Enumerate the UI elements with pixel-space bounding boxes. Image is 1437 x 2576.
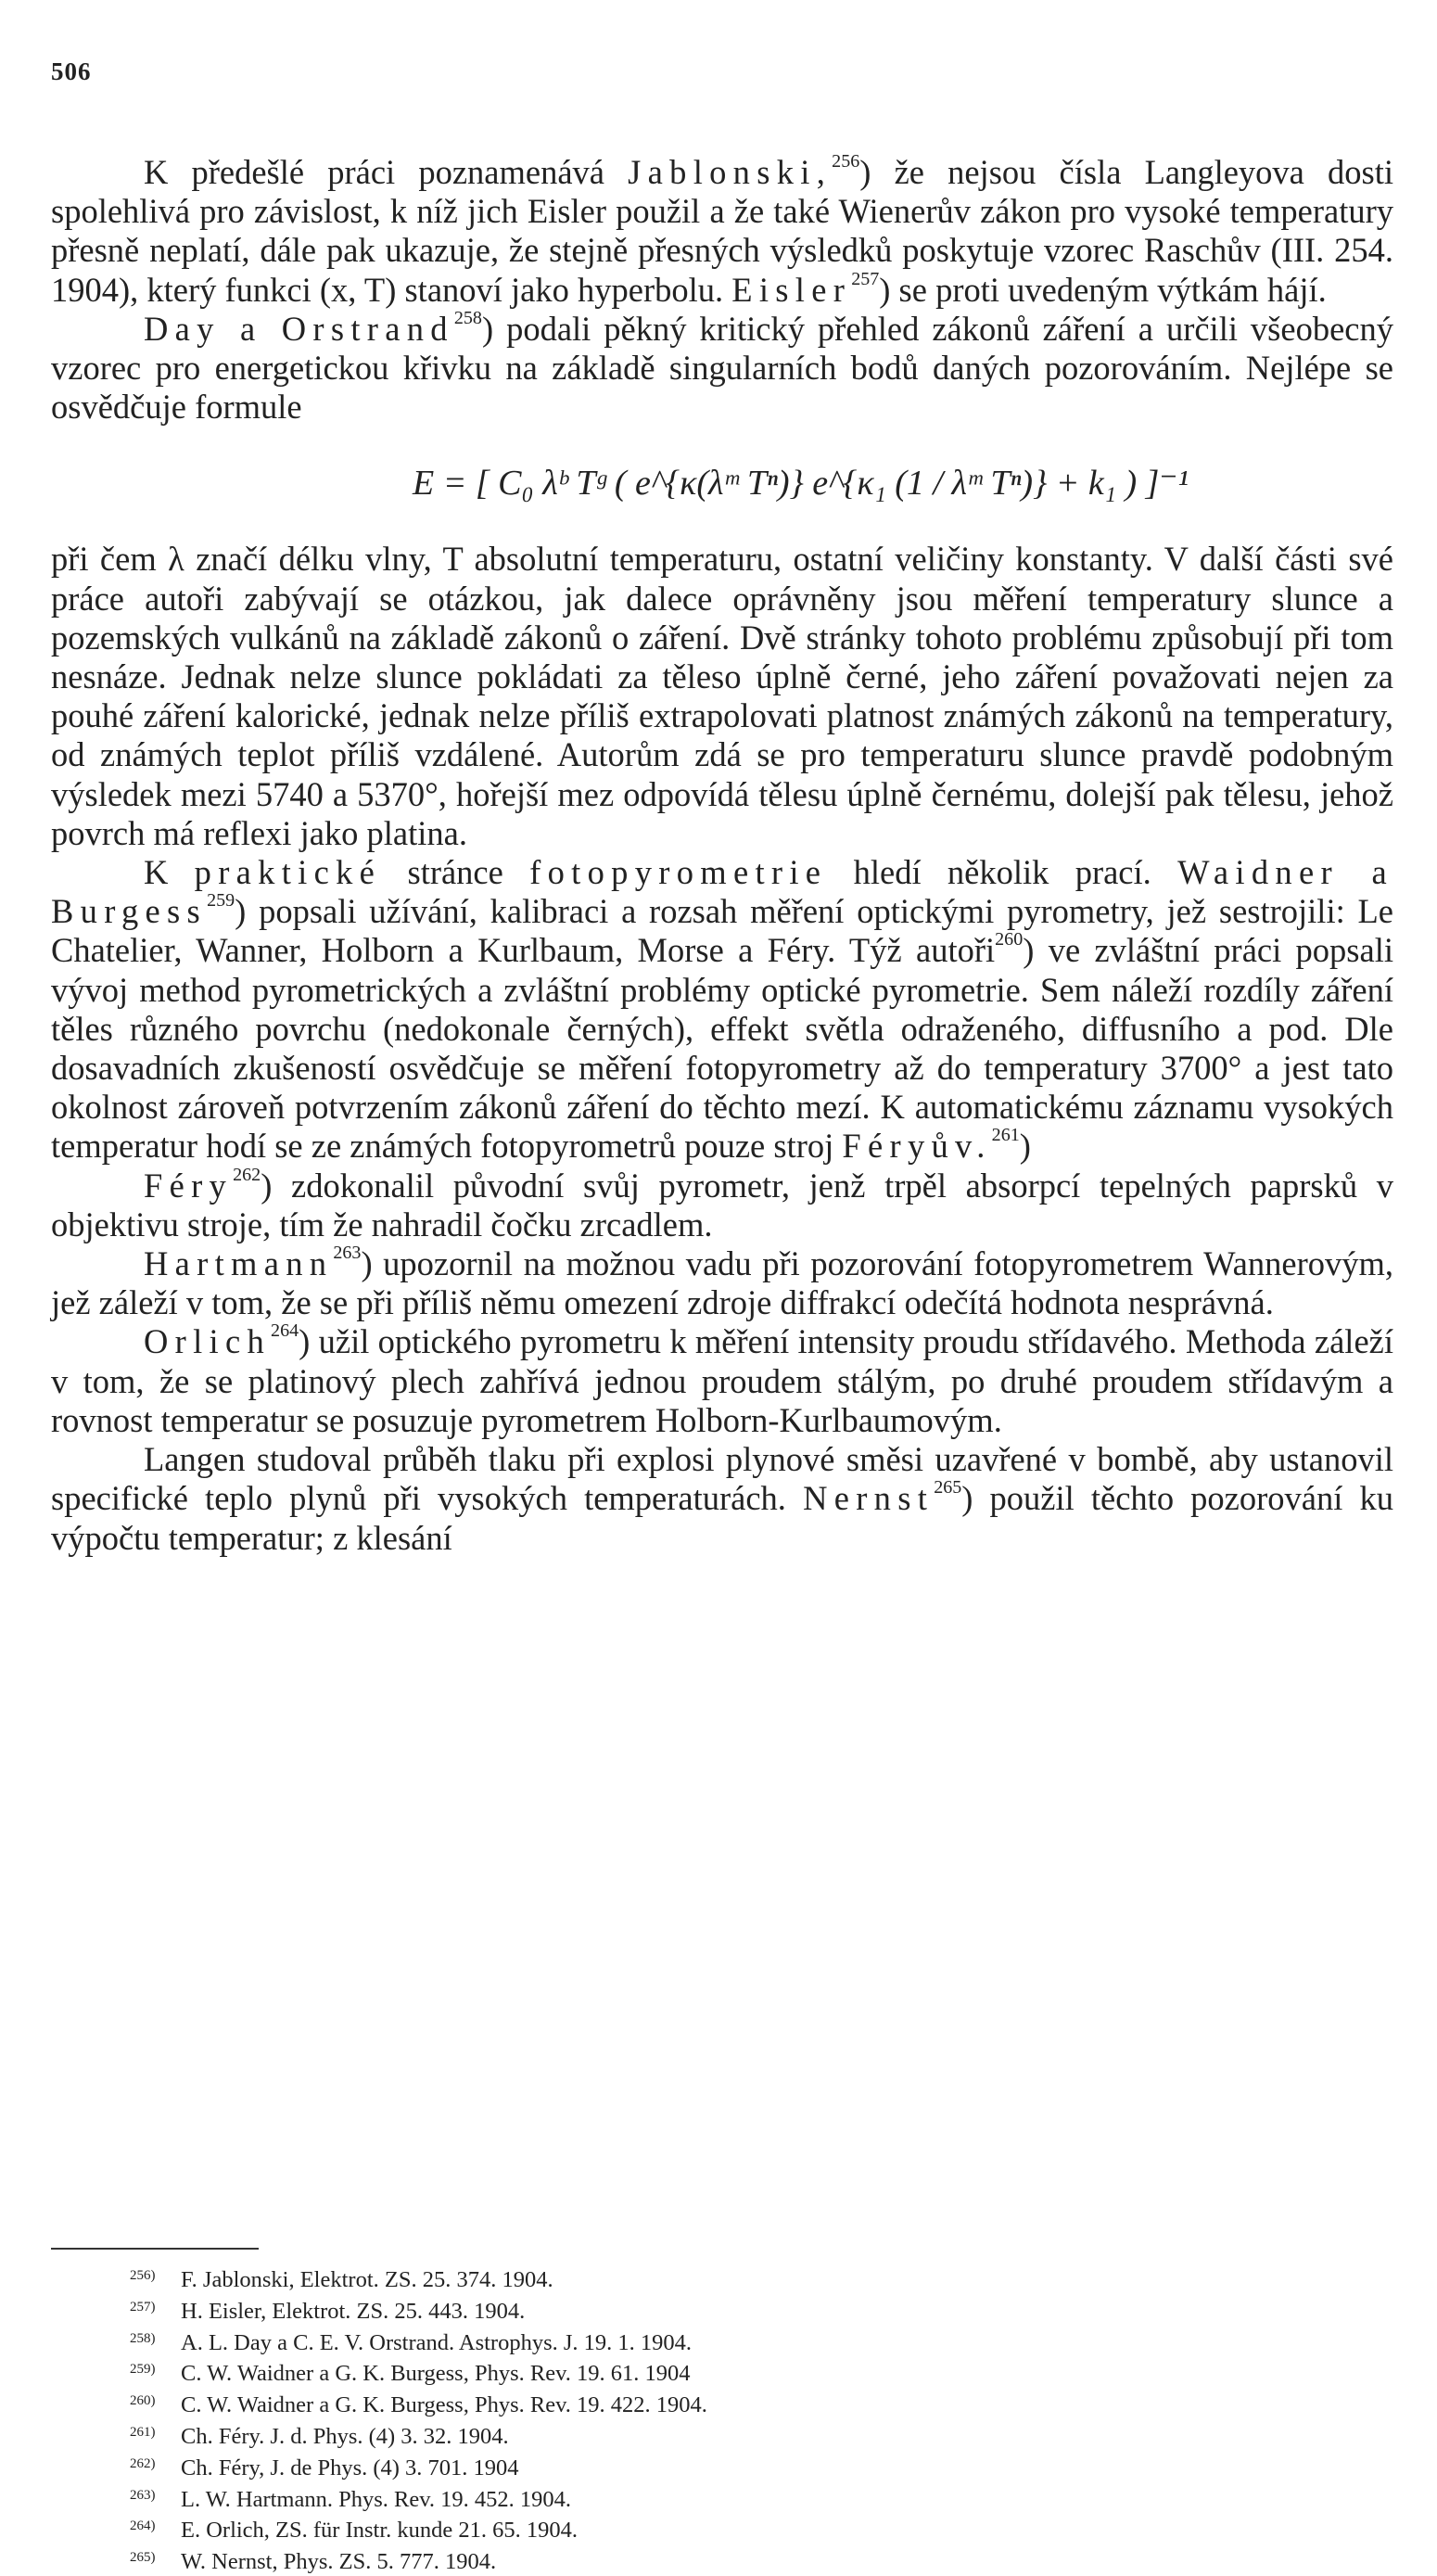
page-number: 506 [51,57,92,85]
footnote: 258) A. L. Day a C. E. V. Orstrand. Astrophys. J. 19. 1. 1904. [130,2329,693,2355]
footnote: 262) Ch. Féry, J. de Phys. (4) 3. 701. 1904 [130,2455,519,2480]
paragraph-day-orstrand: Day a Orstrand$^{258}$) podali pěkný kritický přehled zákonů záření a určili všeobecný vzorec pro energetickou křivku na základě singularních bodů daných pozorováním. Nejlépe se osvědčuje formule [51,307,1393,427]
footnote: 263) L. W. Hartmann. Phys. Rev. 19. 452. 1904. [130,2486,572,2512]
footnote-ref: 264 [271,1320,299,1342]
paragraph-sun-temperature: při čem λ značí délku vlny, T absolutní temperaturu, ostatní veličiny konstanty. V další části své práce autoři zabývají se otázkou, jak dalece oprávněny jsou měření temperatury slunce a pozemských vulkánů na základě zákonů o záření. Dvě stránky tohoto problému způsobují při tom nesnáze. Jednak nelze slunce pokládati za těleso úplně černé, jeho záření považovati nejen za pouhé záření kalorické, jednak nelze příliš extrapolovati platnost známých zákonů na temperatury, od známých teplot příliš vzdálené. Autorům zdá se pro temperaturu slunce pravdě podobným výsledek mezi 5740 a 5370°, hořejší mez odpovídá tělesu úplně černému, dolejší pak tělesu, jehož povrch má reflexi jako platina. [51,540,1393,852]
author-name: Féry [144,1166,234,1205]
footnote-ref: 263 [333,1243,362,1264]
paragraph-orlich: Orlich$^{264}$) užil optického pyrometru k měření intensity proudu střídavého. Methoda záleží v tom, že se platinový plech zahřívá jednou proudem stálým, po druhé proudem střídavým a rovnost temperatur se posuzuje pyrometrem Holborn-Kurlbaumovým. [51,1320,1393,1439]
footnote-ref: 256 [832,150,860,172]
footnote-ref: 259 [207,890,235,912]
footnote: 264) E. Orlich, ZS. für Instr. kunde 21. 65. 1904. [130,2518,579,2544]
footnote: 259) C. W. Waidner a G. K. Burgess, Phys. Rev. 19. 61. 1904 [130,2361,691,2387]
footnote: 265) W. Nernst, Phys. ZS. 5. 777. 1904. [130,2549,497,2575]
author-name: Waidner a Burgess [51,853,1394,931]
footnote-ref: 261 [991,1125,1020,1146]
paragraph-hartmann: Hartmann$^{263}$) upozornil na možnou vadu při pozorování fotopyrometrem Wannerovým, jež záleží v tom, že se při příliš němu omezení zdroje diffrakcí odečítá hodnota nesprávná. [51,1243,1393,1322]
footnote-ref: 262 [233,1164,261,1185]
author-name: Hartmann [144,1244,334,1283]
author-name: Nernst [803,1479,935,1518]
author-name: Eisler [731,270,852,309]
footnote: 261) Ch. Féry. J. d. Phys. (4) 3. 32. 1904. [130,2423,509,2449]
author-name: Day a Orstrand [144,309,454,348]
footnote: 256) F. Jablonski, Elektrot. ZS. 25. 374. 1904. [130,2267,553,2292]
footnote-ref: 265 [934,1477,962,1498]
footnote-ref: 258 [453,307,482,328]
footnote: 260) C. W. Waidner a G. K. Burgess, Phys. Rev. 19. 422. 1904. [130,2392,707,2418]
footnote-rule [51,2248,259,2250]
footnote-ref: 260 [995,929,1024,950]
paragraph-fotopyrometrie: K praktické stránce fotopyrometrie hledí několik prací. Waidner a Burgess$^{259}$) popsali užívání, kalibraci a rozsah měření optickými pyrometry, jež sestrojili: Le Chatelier, Wanner, Holborn a Kurlbaum, Morse a Féry. Týž autoři$^{260}$) ve zvláštní práci popsali vývoj method pyrometrických a zvláštní problémy optické pyrometrie. Sem náleží rozdíly záření těles různého povrchu (nedokonale černých), effekt světla odraženého, diffusního a pod. Dle dosavadních zkušeností osvědčuje se měření fotopyrometry až do temperatury 3700° a jest tato okolnost zároveň potvrzením zákonů záření do těchto mezí. K automatickému záznamu vysokých temperatur hodí se ze známých fotopyrometrů pouze stroj Féryův.$^{261}$) [51,853,1394,1166]
paragraph-jablonski: K předešlé práci poznamenává Jablonski,$^{256}$) že nejsou čísla Langleyova dosti spolehlivá pro závislost, k níž jich Eisler použil a že také Wienerův zákon pro vysoké temperatury přesně neplatí, dále pak ukazuje, že stejně přesných výsledků poskytuje vzorec Raschův (III. 254. 1904), který funkci (x, T) stanoví jako hyperbolu. Eisler$^{257}$) se proti uvedeným výtkám hájí. [51,150,1393,309]
paragraph-fery: Féry$^{262}$) zdokonalil původní svůj pyrometr, jenž trpěl absorpcí tepelných paprsků v objektivu stroje, tím že nahradil čočku zrcadlem. [51,1164,1393,1243]
author-name: Orlich [144,1322,272,1361]
energy-formula: E = [ C₀ λᵇ Tᵍ ( e^{κ(λᵐ Tⁿ)} e^{κ₁ (1 / λᵐ Tⁿ)} + k₁ ) ]⁻¹ [413,464,1189,504]
footnote: 257) H. Eisler, Elektrot. ZS. 25. 443. 1904. [130,2298,526,2324]
footnotes [130,2263,1391,2576]
paragraph-langen-nernst: Langen studoval průběh tlaku při explosi plynové směsi uzavřené v bombě, aby ustanovil specifické teplo plynů při vysokých temperaturách. Nernst$^{265}$) použil těchto pozorování ku výpočtu temperatur; z klesání [51,1440,1393,1557]
author-name: Jablonski, [628,153,833,191]
author-name: Féryův. [842,1127,992,1166]
footnote-ref: 257 [851,268,880,289]
main-text [51,150,1394,1558]
